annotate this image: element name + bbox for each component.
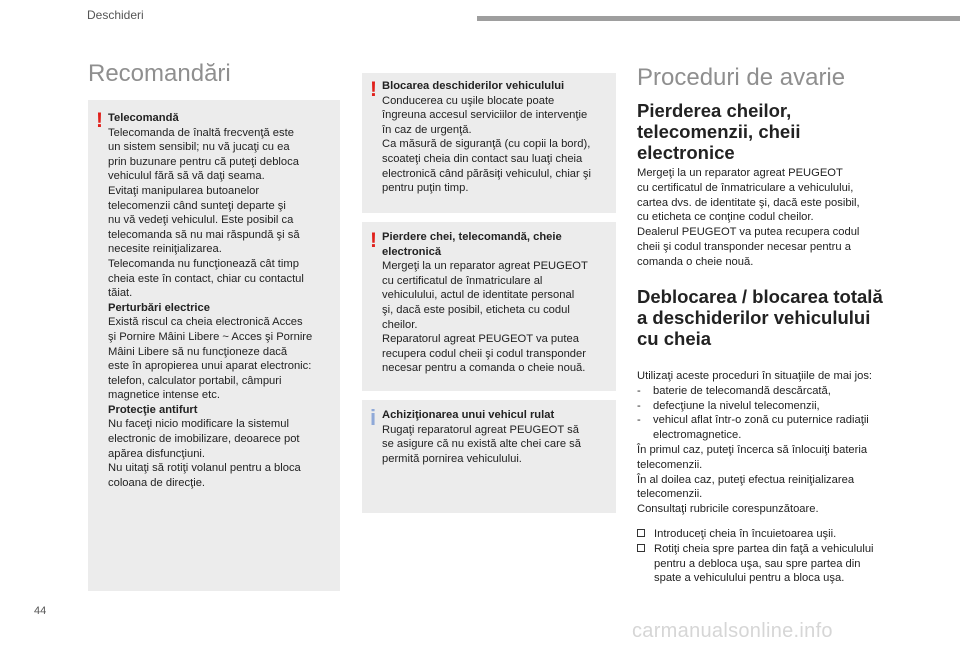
key-unlock-paragraph [637, 369, 897, 517]
dash-bullet: - [637, 414, 641, 427]
subheading-line: telecomenzii, cheii [637, 121, 801, 142]
text-line: În primul caz, puteţi încerca să înlocuiţi bateria [637, 443, 868, 456]
dash-bullet: - [637, 384, 641, 397]
list-item-text [653, 384, 831, 399]
key-loss-warning-box [362, 222, 616, 391]
text-line: cheia este în contact, chiar cu contactul [108, 272, 304, 285]
subheading-line: Pierdere chei, telecomandă, cheie [382, 231, 562, 243]
subheading-line: electronică [382, 245, 442, 258]
text-line: coloana de direcţie. [108, 476, 206, 489]
text-line: în caz de urgenţă. [382, 123, 472, 136]
text-line: pentru a debloca uşa, sau spre partea din [654, 557, 861, 570]
text-line: Ca măsură de siguranţă (cu copii la bord), [382, 138, 591, 151]
step-text [654, 527, 836, 542]
text-line: necesite reiniţializarea. [108, 243, 222, 256]
subheading-line: a deschiderilor vehiculului [637, 307, 871, 328]
text-line: telecomanda să nu mai răspundă şi să [108, 228, 300, 241]
text-line: şi Pornire Mâini Libere ~ Acces şi Pornire [108, 330, 313, 343]
step-text [654, 542, 874, 586]
text-line: cu certificatul de înmatriculare a vehiculului, [637, 181, 854, 194]
text-line: Telecomanda de înaltă frecvenţă este [108, 126, 294, 139]
list-item-text [653, 399, 820, 414]
text-line: Mergeţi la un reparator agreat PEUGEOT [382, 260, 588, 273]
page-number: 44 [34, 605, 47, 617]
checkbox-bullet-icon [637, 527, 654, 542]
warning-icon: ! [370, 229, 377, 252]
text-line: telecomenzii. [637, 458, 703, 471]
step-item [637, 542, 897, 586]
recommendations-box [88, 100, 340, 591]
list-item [637, 413, 897, 443]
text-line: Rotiţi cheia spre partea din faţă a vehiculului [654, 542, 874, 555]
used-vehicle-info-text [382, 408, 610, 466]
text-line: cheilor. [382, 318, 418, 331]
text-line: comanda o cheie nouă. [637, 255, 754, 268]
dash-bullet: - [637, 399, 641, 412]
text-line: telefon, calculator portabil, câmpuri [108, 374, 282, 387]
key-loss-subheading [637, 100, 800, 163]
text-line: Reparatorul agreat PEUGEOT va putea [382, 333, 579, 346]
text-line: Evitaţi manipularea butoanelor [108, 184, 260, 197]
text-line: pentru puţin timp. [382, 182, 469, 195]
text-line: cartea dvs. de identitate şi, dacă este posibil, [637, 196, 860, 209]
text-line: un sistem sensibil; nu vă jucaţi cu ea [108, 141, 290, 154]
used-vehicle-info-box [362, 400, 616, 513]
text-line: În al doilea caz, puteţi efectua reiniţializarea [637, 473, 855, 486]
checkbox-bullet-icon [637, 542, 654, 586]
text-line: cu certificatul de înmatriculare al [382, 274, 543, 287]
text-line: Mâini Libere să nu funcţioneze dacă [108, 345, 288, 358]
warning-icon: ! [96, 109, 103, 132]
subheading-line: Pierderea cheilor, [637, 100, 792, 121]
text-line: scoateţi cheia din contact sau luaţi cheia [382, 152, 583, 165]
subheading-line: Achiziţionarea unui vehicul rulat [382, 409, 555, 421]
text-line: Introduceţi cheia în încuietoarea uşii. [654, 528, 837, 540]
text-line: Nu uitaţi să rotiţi volanul pentru a bloca [108, 462, 301, 475]
text-line: Rugaţi reparatorul agreat PEUGEOT să [382, 423, 579, 436]
text-line: baterie de telecomandă descărcată, [653, 384, 831, 397]
text-line: Conducerea cu uşile blocate poate [382, 94, 555, 107]
text-line: vehiculul fără să vă daţi seama. [108, 170, 265, 183]
text-line: Nu faceţi nicio modificare la sistemul [108, 418, 289, 431]
list-item [637, 399, 897, 414]
text-line: Dealerul PEUGEOT va putea recupera codul [637, 226, 860, 239]
subheading-line: Telecomandă [108, 112, 179, 124]
emergency-procedures-heading: Proceduri de avarie [637, 64, 846, 91]
text-line: spate a vehiculului pentru a bloca uşa. [654, 572, 845, 585]
text-line: permită pornirea vehiculului. [382, 452, 522, 465]
subheading-line: cu cheia [637, 328, 712, 349]
subheading-line: Perturbări electrice [108, 301, 210, 314]
warning-icon: ! [370, 78, 377, 101]
section-label: Deschideri [87, 8, 144, 22]
text-line: tăiat. [108, 287, 133, 300]
subheading-line: Protecţie antifurt [108, 403, 198, 416]
subheading-line: Deblocarea / blocarea totală [637, 286, 883, 307]
text-line: este în apropierea unui aparat electronic: [108, 360, 312, 373]
list-item [637, 384, 897, 399]
text-line: telecomenzii. [637, 488, 703, 501]
text-line: magnetice intense etc. [108, 389, 220, 402]
text-line: şi, dacă este posibil, eticheta cu codul [382, 303, 570, 316]
text-line: se asigure că nu există alte chei care să [382, 438, 581, 451]
recommendations-heading: Recomandări [88, 60, 231, 87]
text-line: prin buzunare pentru că puteţi debloca [108, 155, 299, 168]
watermark: carmanualsonline.info [632, 620, 833, 642]
text-line: electronic de imobilizare, deoarece pot [108, 433, 300, 446]
subheading-line: Blocarea deschiderilor vehiculului [382, 80, 565, 92]
text-line: cu eticheta ce conţine codul cheilor. [637, 211, 814, 224]
text-line: Consultaţi rubricile corespunzătoare. [637, 503, 819, 516]
recommendations-text [108, 111, 334, 490]
text-line: electronică când părăsiţi vehiculul, chiar şi [382, 167, 591, 180]
text-line: Telecomanda nu funcţionează cât timp [108, 257, 299, 270]
key-loss-warning-text [382, 230, 610, 376]
key-unlock-subheading [637, 286, 883, 349]
locking-warning-text [382, 79, 610, 196]
text-line: telecomenzii când sunteţi departe şi [108, 199, 286, 212]
text-line: defecţiune la nivelul telecomenzii, [653, 399, 820, 412]
text-line: Există riscul ca cheia electronică Acces [108, 316, 303, 329]
info-icon: i [370, 405, 377, 430]
text-line: necesar pentru a comanda o cheie nouă. [382, 362, 586, 375]
subheading-line: electronice [637, 142, 735, 163]
header-bar [477, 16, 960, 21]
text-line: apărea disfuncţiuni. [108, 447, 206, 460]
text-line: Utilizaţi aceste proceduri în situaţiile de mai jos: [637, 370, 873, 382]
text-line: vehiculului, actul de identitate personal [382, 289, 575, 302]
list-item-text [653, 413, 869, 443]
text-line: recupera codul cheii şi codul transponder [382, 347, 586, 360]
text-line: electromagnetice. [653, 429, 742, 442]
locking-warning-box [362, 73, 616, 213]
key-loss-paragraph [637, 166, 860, 270]
step-item [637, 527, 897, 542]
text-line: nu vă vedeţi vehiculul. Este posibil ca [108, 214, 294, 227]
text-line: vehicul aflat într-o zonă cu puternice radiaţii [653, 414, 869, 427]
text-line: cheii şi codul transponder necesar pentru a [637, 240, 851, 253]
text-line: Mergeţi la un reparator agreat PEUGEOT [637, 167, 843, 179]
key-unlock-steps [637, 527, 897, 586]
text-line: îngreuna accesul serviciilor de intervenţie [382, 109, 588, 122]
